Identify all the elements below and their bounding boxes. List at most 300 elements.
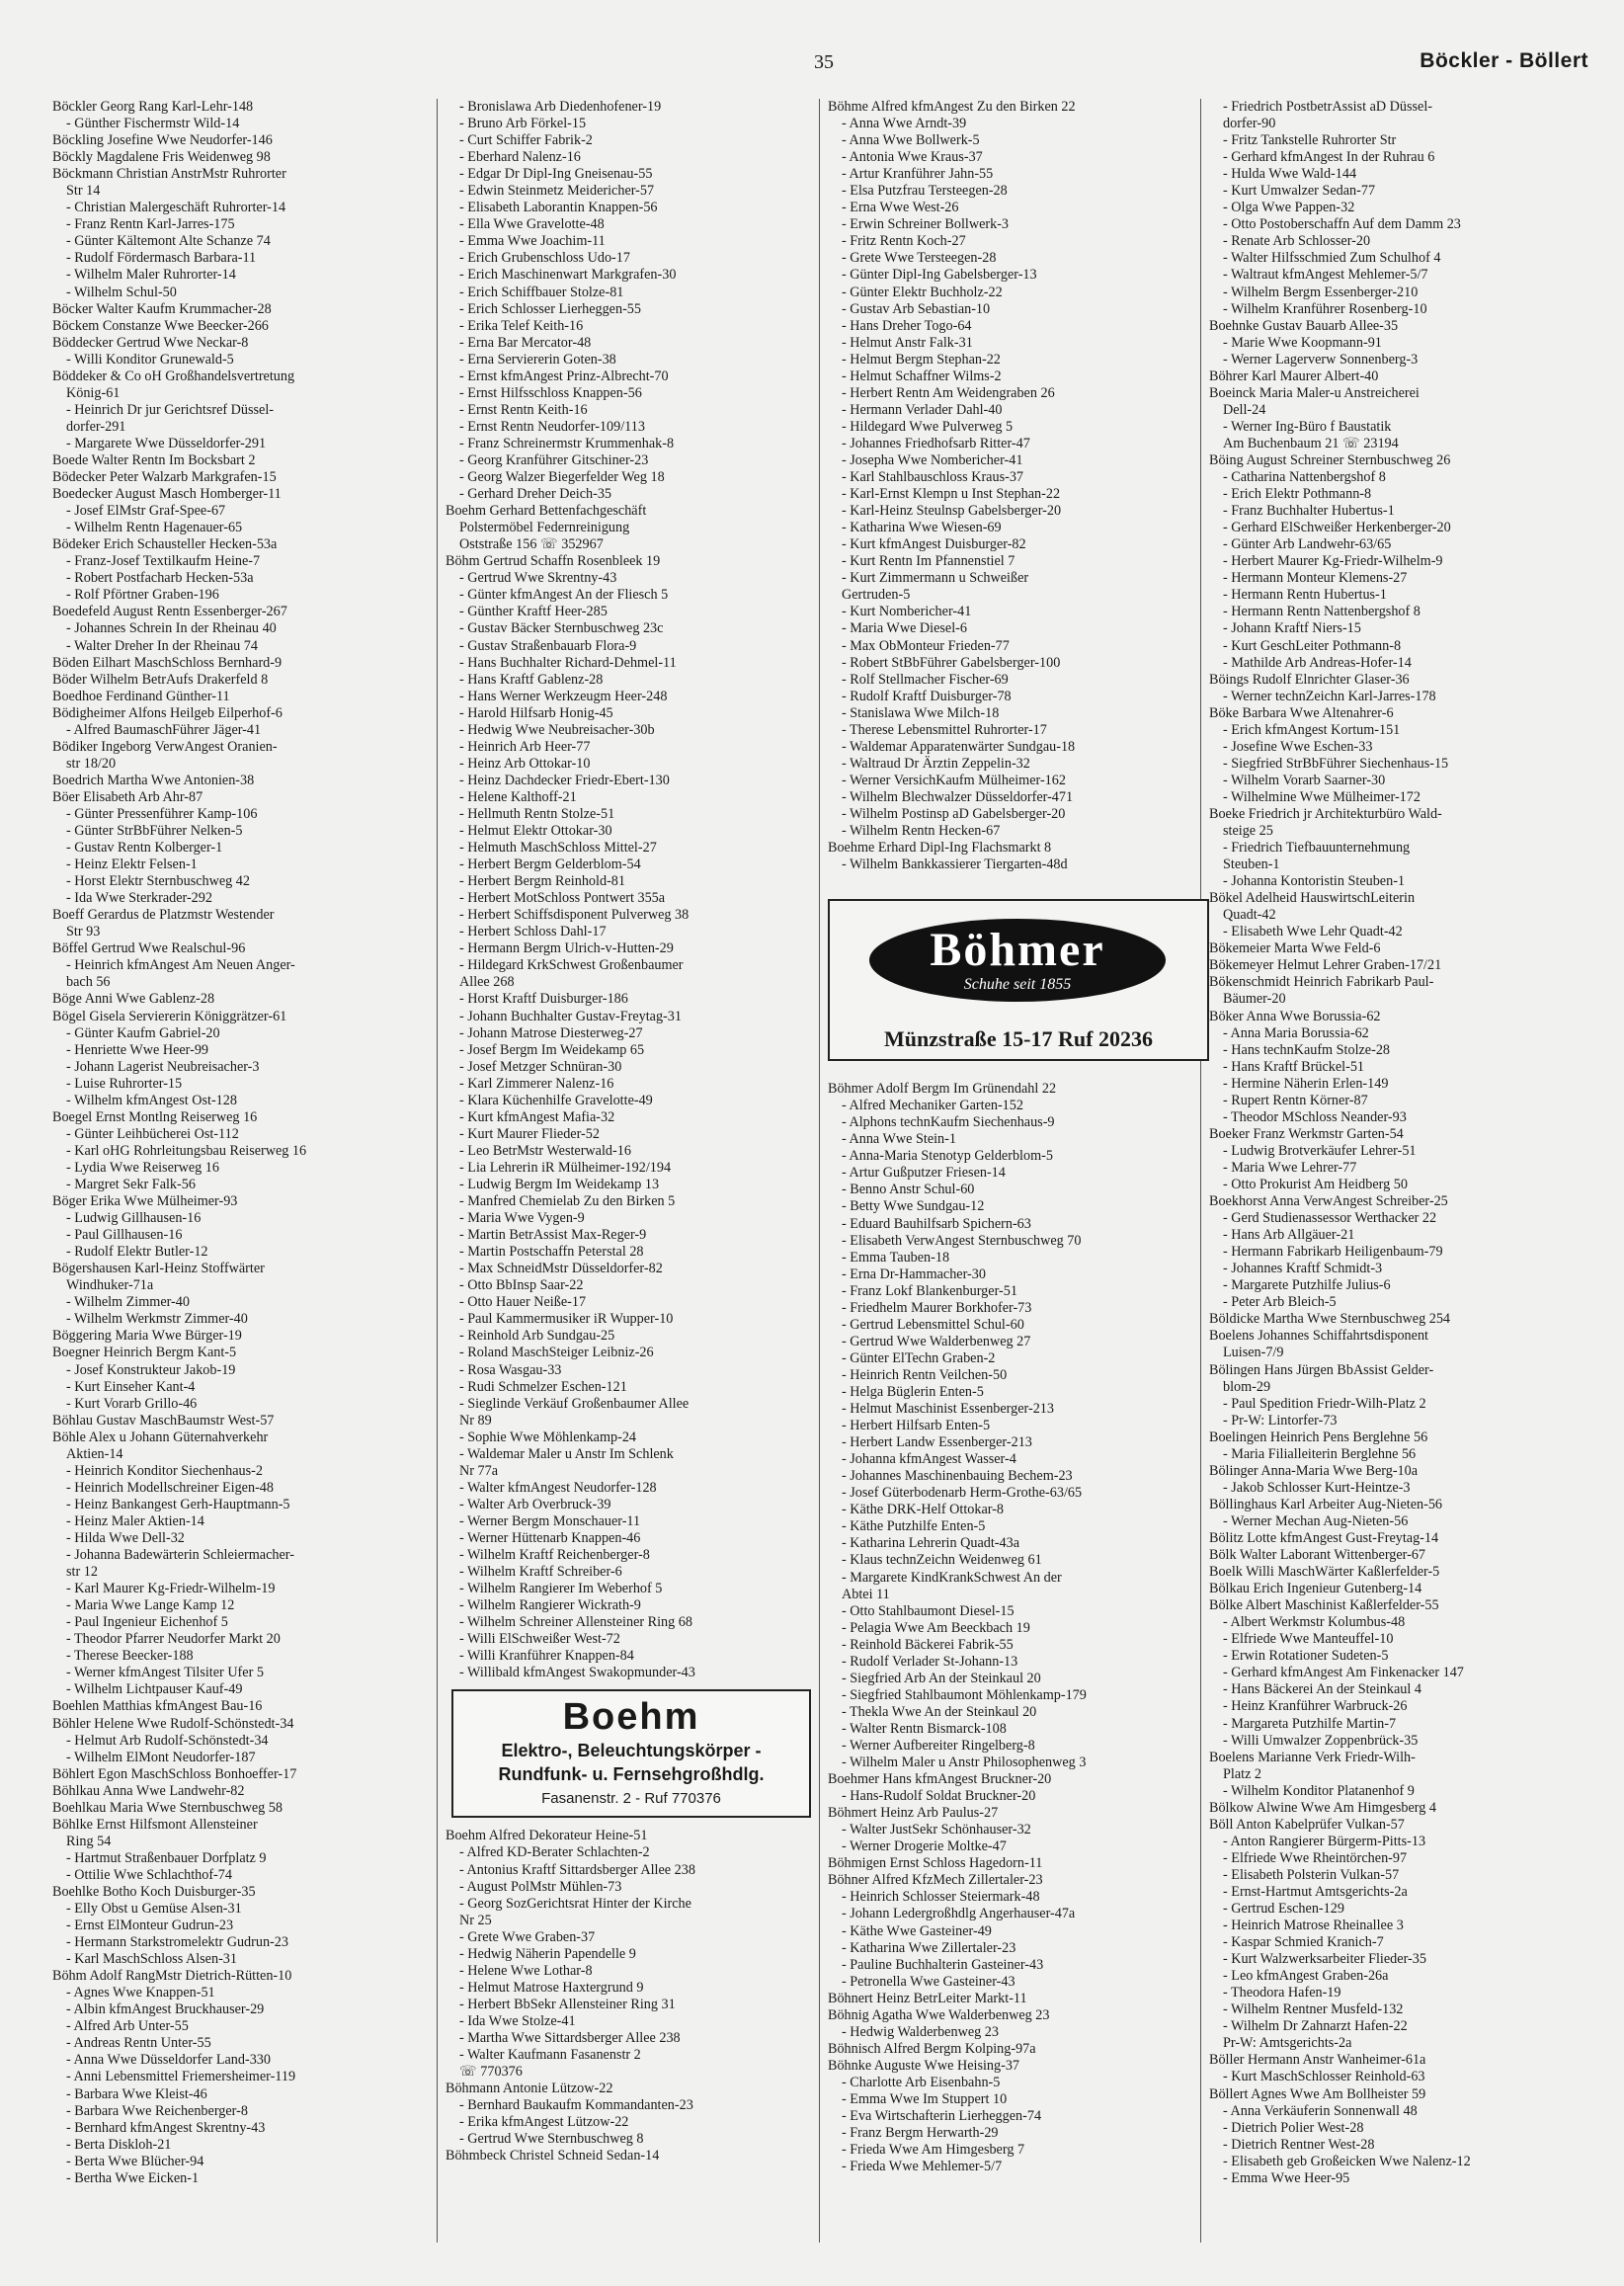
directory-entry: - Alfred Mechaniker Garten-152 xyxy=(842,1098,1023,1114)
directory-entry: - Artur Kranführer Jahn-55 xyxy=(842,166,994,183)
directory-entry: - Walter JustSekr Schönhauser-32 xyxy=(842,1822,1031,1838)
directory-entry: - Waltraut kfmAngest Mehlemer-5/7 xyxy=(1223,267,1428,284)
directory-entry: - Hans Werner Werkzeugm Heer-248 xyxy=(459,688,668,704)
directory-entry: - Siegfried Stahlbaumont Möhlenkamp-179 xyxy=(842,1686,1087,1703)
directory-entry: - August PolMstr Mühlen-73 xyxy=(459,1878,622,1895)
directory-entry: - Heinz Maler Aktien-14 xyxy=(66,1512,204,1529)
directory-entry: - Bruno Arb Förkel-15 xyxy=(459,116,587,132)
directory-entry: - Elisabeth Polsterin Vulkan-57 xyxy=(1223,1866,1400,1883)
directory-entry: - Karl MaschSchloss Alsen-31 xyxy=(66,1951,237,1968)
directory-entry: - Helmut Anstr Falk-31 xyxy=(842,334,973,351)
directory-entry: steige 25 xyxy=(1223,823,1273,840)
directory-entry: - Alfred BaumaschFührer Jäger-41 xyxy=(66,721,262,738)
directory-entry: Nr 25 xyxy=(459,1912,492,1928)
directory-entry: - Otto Hauer Neiße-17 xyxy=(459,1294,587,1311)
directory-entry: - Willi Konditor Grunewald-5 xyxy=(66,351,234,367)
directory-entry: Böggering Maria Wwe Bürger-19 xyxy=(52,1328,242,1345)
directory-entry: - Emma Wwe Heer-95 xyxy=(1223,2169,1350,2186)
directory-entry: - Johann Kraftf Niers-15 xyxy=(1223,620,1361,637)
directory-entry: - Johann Buchhalter Gustav-Freytag-31 xyxy=(459,1008,682,1024)
directory-entry: Boeinck Maria Maler-u Anstreicherei xyxy=(1209,384,1420,401)
directory-entry: - Albin kfmAngest Bruckhauser-29 xyxy=(66,2001,265,2018)
directory-entry: - Fritz Tankstelle Ruhrorter Str xyxy=(1223,132,1397,149)
directory-entry: Boedecker August Masch Homberger-11 xyxy=(52,486,282,503)
directory-entry: - Rolf Pförtner Graben-196 xyxy=(66,587,219,604)
directory-entry: str 12 xyxy=(66,1564,98,1581)
directory-entry: - Wilhelm Maler Ruhrorter-14 xyxy=(66,267,236,284)
directory-entry: - Helmut Arb Rudolf-Schönstedt-34 xyxy=(66,1732,269,1749)
directory-entry: - Heinrich Rentn Veilchen-50 xyxy=(842,1366,1008,1383)
bohmer-advertisement xyxy=(828,899,1209,1061)
directory-entry: - Erna Dr-Hammacher-30 xyxy=(842,1265,986,1282)
directory-entry: - Otto Postoberschaffn Auf dem Damm 23 xyxy=(1223,216,1461,233)
directory-entry: - Walter Rentn Bismarck-108 xyxy=(842,1720,1007,1737)
directory-entry: - Martha Wwe Sittardsberger Allee 238 xyxy=(459,2029,681,2046)
directory-entry: Luisen-7/9 xyxy=(1223,1345,1284,1361)
directory-entry: - Paul Gillhausen-16 xyxy=(66,1227,183,1244)
directory-entry: - Olga Wwe Pappen-32 xyxy=(1223,200,1355,216)
directory-entry: - Dietrich Rentner West-28 xyxy=(1223,2136,1375,2153)
directory-entry: - Thekla Wwe An der Steinkaul 20 xyxy=(842,1703,1037,1720)
directory-entry: - Renate Arb Schlosser-20 xyxy=(1223,233,1371,250)
directory-entry: - Franz Schreinermstr Krummenhak-8 xyxy=(459,435,675,451)
directory-entry: Boede Walter Rentn Im Bocksbart 2 xyxy=(52,451,256,468)
directory-entry: - Hedwig Walderbenweg 23 xyxy=(842,2023,999,2040)
directory-entry: - Andreas Rentn Unter-55 xyxy=(66,2035,211,2052)
directory-entry: - Werner Mechan Aug-Nieten-56 xyxy=(1223,1512,1409,1529)
directory-entry: - Frieda Wwe Mehlemer-5/7 xyxy=(842,2159,1003,2175)
directory-entry: - Rupert Rentn Körner-87 xyxy=(1223,1092,1368,1108)
directory-entry: - Maria Wwe Diesel-6 xyxy=(842,620,967,637)
directory-entry: König-61 xyxy=(66,384,121,401)
directory-entry: Ring 54 xyxy=(66,1833,112,1849)
directory-entry: - Rudi Schmelzer Eschen-121 xyxy=(459,1378,627,1395)
directory-entry: - Günter Pressenführer Kamp-106 xyxy=(66,805,258,822)
directory-entry: - Käthe DRK-Helf Ottokar-8 xyxy=(842,1502,1005,1518)
directory-entry: - Rudolf Elektr Butler-12 xyxy=(66,1244,208,1261)
directory-entry: - Roland MaschSteiger Leibniz-26 xyxy=(459,1345,654,1361)
directory-entry: Platz 2 xyxy=(1223,1765,1262,1782)
directory-entry: - Max SchneidMstr Düsseldorfer-82 xyxy=(459,1261,663,1277)
directory-entry: - Hans Kraftf Brückel-51 xyxy=(1223,1058,1365,1075)
directory-entry: - Georg SozGerichtsrat Hinter der Kirche xyxy=(459,1895,691,1912)
directory-entry: - Jakob Schlosser Kurt-Heintze-3 xyxy=(1223,1479,1411,1496)
directory-entry: - Günter kfmAngest An der Fliesch 5 xyxy=(459,587,669,604)
directory-entry: - Willi ElSchweißer West-72 xyxy=(459,1631,620,1648)
directory-entry: - Paul Kammermusiker iR Wupper-10 xyxy=(459,1311,674,1328)
directory-entry: - Heinz Kranführer Warbruck-26 xyxy=(1223,1698,1408,1715)
directory-entry: - Herbert Maurer Kg-Friedr-Wilhelm-9 xyxy=(1223,553,1443,570)
directory-entry: Bökel Adelheid HauswirtschLeiterin xyxy=(1209,890,1416,907)
directory-entry: - Walter Kaufmann Fasanenstr 2 xyxy=(459,2047,641,2064)
directory-entry: - Hedwig Näherin Papendelle 9 xyxy=(459,1945,636,1962)
directory-entry: - Edwin Steinmetz Meidericher-57 xyxy=(459,183,655,200)
directory-entry: - Hans Bäckerei An der Steinkaul 4 xyxy=(1223,1681,1421,1698)
directory-entry: - Barbara Wwe Kleist-46 xyxy=(66,2085,207,2102)
directory-entry: - Katharina Lehrerin Quadt-43a xyxy=(842,1535,1020,1552)
directory-entry: - Georg Kranführer Gitschiner-23 xyxy=(459,451,649,468)
directory-entry: - Klara Küchenhilfe Gravelotte-49 xyxy=(459,1092,653,1108)
directory-entry: Böhnig Agatha Wwe Walderbenweg 23 xyxy=(828,2006,1050,2023)
directory-entry: - Werner Ing-Büro f Baustatik xyxy=(1223,418,1392,435)
directory-entry: Boedrich Martha Wwe Antonien-38 xyxy=(52,772,255,788)
directory-entry: - Curt Schiffer Fabrik-2 xyxy=(459,132,593,149)
directory-entry: - Artur Gußputzer Friesen-14 xyxy=(842,1165,1006,1182)
directory-entry: Boeker Franz Werkmstr Garten-54 xyxy=(1209,1125,1404,1142)
directory-entry: - Gustav Straßenbauarb Flora-9 xyxy=(459,637,637,654)
directory-entry: - Kurt GeschLeiter Pothmann-8 xyxy=(1223,637,1402,654)
directory-entry: - Günter ElTechn Graben-2 xyxy=(842,1349,996,1366)
directory-entry: - Johannes Schrein In der Rheinau 40 xyxy=(66,620,277,637)
directory-entry: - Wilhelm Vorarb Saarner-30 xyxy=(1223,772,1386,788)
directory-entry: - Wilhelm Rangierer Im Weberhof 5 xyxy=(459,1581,663,1597)
directory-entry: - Käthe Putzhilfe Enten-5 xyxy=(842,1518,986,1535)
directory-entry: - Gustav Bäcker Sternbuschweg 23c xyxy=(459,620,664,637)
directory-entry: - Friedrich PostbetrAssist aD Düssel- xyxy=(1223,99,1433,115)
directory-entry: - Herbert BbSekr Allensteiner Ring 31 xyxy=(459,1996,676,2012)
directory-entry: Bökemeyer Helmut Lehrer Graben-17/21 xyxy=(1209,957,1442,974)
directory-entry: Böllinghaus Karl Arbeiter Aug-Nieten-56 xyxy=(1209,1496,1443,1512)
directory-entry: - Bertha Wwe Eicken-1 xyxy=(66,2169,200,2186)
directory-entry: - Heinrich Matrose Rheinallee 3 xyxy=(1223,1918,1404,1934)
directory-entry: - Eduard Bauhilfsarb Spichern-63 xyxy=(842,1215,1031,1232)
directory-entry: - Heinrich Schlosser Steiermark-48 xyxy=(842,1889,1040,1906)
directory-column-3 xyxy=(828,99,1203,2175)
directory-entry: Windhuker-71a xyxy=(66,1277,154,1294)
directory-entry: - Karl oHG Rohrleitungsbau Reiserweg 16 xyxy=(66,1142,307,1159)
directory-entry: - Helmut Schaffner Wilms-2 xyxy=(842,367,1002,384)
directory-entry: - Heinz Elektr Felsen-1 xyxy=(66,857,198,873)
directory-entry: Gertruden-5 xyxy=(842,587,911,604)
directory-entry: - Albert Werkmstr Kolumbus-48 xyxy=(1223,1614,1406,1631)
directory-entry: - Ernst Hilfsschloss Knappen-56 xyxy=(459,384,642,401)
directory-entry: - Hans Buchhalter Richard-Dehmel-11 xyxy=(459,654,677,671)
directory-entry: - Rudolf Verlader St-Johann-13 xyxy=(842,1653,1018,1670)
directory-entry: Böll Anton Kabelprüfer Vulkan-57 xyxy=(1209,1816,1405,1833)
directory-entry: - Günter Elektr Buchholz-22 xyxy=(842,284,1003,300)
directory-entry: - Franz Buchhalter Hubertus-1 xyxy=(1223,503,1395,520)
directory-entry: - Hans Kraftf Gablenz-28 xyxy=(459,671,604,688)
directory-entry: - Eberhard Nalenz-16 xyxy=(459,149,581,166)
directory-entry: - Hans Arb Allgäuer-21 xyxy=(1223,1227,1355,1244)
column-rule xyxy=(437,99,438,2243)
directory-entry: - Josef ElMstr Graf-Spee-67 xyxy=(66,503,226,520)
directory-entry: - Henriette Wwe Heer-99 xyxy=(66,1041,209,1058)
directory-entry: - Otto BbInsp Saar-22 xyxy=(459,1277,584,1294)
directory-entry: - Horst Kraftf Duisburger-186 xyxy=(459,991,628,1008)
directory-entry: - Hermann Rentn Nattenbergshof 8 xyxy=(1223,604,1421,620)
boehm-ad-name: Boehm xyxy=(562,1696,700,1739)
directory-entry: - Johanna kfmAngest Wasser-4 xyxy=(842,1451,1016,1468)
directory-entry: - Alfred Arb Unter-55 xyxy=(66,2018,189,2035)
directory-entry: - Erich Schlosser Lierheggen-55 xyxy=(459,300,641,317)
directory-entry: Dell-24 xyxy=(1223,401,1266,418)
directory-entry: Böhner Alfred KfzMech Zillertaler-23 xyxy=(828,1872,1043,1889)
directory-entry: - Günter Dipl-Ing Gabelsberger-13 xyxy=(842,267,1037,284)
directory-entry: Böckly Magdalene Fris Weidenweg 98 xyxy=(52,149,271,166)
directory-entry: - Kurt Einseher Kant-4 xyxy=(66,1378,196,1395)
directory-entry: Bölitz Lotte kfmAngest Gust-Freytag-14 xyxy=(1209,1529,1439,1546)
directory-entry: Böckmann Christian AnstrMstr Ruhrorter xyxy=(52,166,286,183)
directory-entry: - Karl-Heinz Steulnsp Gabelsberger-20 xyxy=(842,503,1062,520)
directory-entry: - Walter Dreher In der Rheinau 74 xyxy=(66,637,258,654)
directory-entry: - Wilhelm Schul-50 xyxy=(66,284,177,300)
directory-entry: - Gertrud Wwe Walderbenweg 27 xyxy=(842,1333,1031,1349)
directory-entry: Boehm Alfred Dekorateur Heine-51 xyxy=(446,1828,648,1844)
bohmer-ad-address: Münzstraße 15-17 Ruf 20236 xyxy=(884,1026,1153,1052)
directory-entry: - Hans technKaufm Stolze-28 xyxy=(1223,1041,1391,1058)
directory-entry: - Therese Beecker-188 xyxy=(66,1648,194,1665)
directory-entry: - Johannes Maschinenbauing Bechem-23 xyxy=(842,1468,1073,1485)
directory-entry: - Waldemar Apparatenwärter Sundgau-18 xyxy=(842,738,1076,755)
directory-entry: - Martin Postschaffn Peterstal 28 xyxy=(459,1244,644,1261)
directory-entry: - Edgar Dr Dipl-Ing Gneisenau-55 xyxy=(459,166,653,183)
directory-entry: dorfer-90 xyxy=(1223,116,1276,132)
directory-entry: - Reinhold Bäckerei Fabrik-55 xyxy=(842,1636,1014,1653)
directory-entry: - Hartmut Straßenbauer Dorfplatz 9 xyxy=(66,1849,267,1866)
directory-entry: - Erika Telef Keith-16 xyxy=(459,317,584,334)
directory-entry: - Werner Bergm Monschauer-11 xyxy=(459,1512,641,1529)
directory-entry: - Hermann Monteur Klemens-27 xyxy=(1223,570,1408,587)
directory-entry: Oststraße 156 ☏ 352967 xyxy=(459,536,604,553)
directory-entry: - Günther Kraftf Heer-285 xyxy=(459,604,608,620)
directory-entry: Böing August Schreiner Sternbuschweg 26 xyxy=(1209,451,1451,468)
directory-entry: - Pr-W: Lintorfer-73 xyxy=(1223,1412,1338,1429)
directory-entry: Boeke Friedrich jr Architekturbüro Wald- xyxy=(1209,805,1442,822)
directory-entry: - Wilhelm Kranführer Rosenberg-10 xyxy=(1223,300,1427,317)
directory-entry: Böke Barbara Wwe Altenahrer-6 xyxy=(1209,704,1394,721)
directory-entry: bach 56 xyxy=(66,974,111,991)
page-header xyxy=(0,0,1624,79)
directory-entry: Nr 77a xyxy=(459,1462,499,1479)
directory-entry: - Anna Wwe Bollwerk-5 xyxy=(842,132,980,149)
bohmer-ad-tagline: Schuhe seit 1855 xyxy=(963,976,1072,994)
directory-entry: Bödigheimer Alfons Heilgeb Eilperhof-6 xyxy=(52,704,283,721)
directory-entry: - Hermann Verlader Dahl-40 xyxy=(842,401,1003,418)
directory-entry: - Otto Stahlbaumont Diesel-15 xyxy=(842,1602,1015,1619)
directory-entry: Boedefeld August Rentn Essenberger-267 xyxy=(52,604,287,620)
directory-entry: Boelk Willi MaschWärter Kaßlerfelder-5 xyxy=(1209,1564,1440,1581)
directory-entry: Nr 89 xyxy=(459,1412,492,1429)
directory-entry: - Werner kfmAngest Tilsiter Ufer 5 xyxy=(66,1665,264,1681)
directory-entry: Böhmigen Ernst Schloss Hagedorn-11 xyxy=(828,1855,1043,1872)
directory-entry: - Katharina Wwe Zillertaler-23 xyxy=(842,1939,1016,1956)
directory-entry: Böhlkau Anna Wwe Landwehr-82 xyxy=(52,1782,245,1799)
directory-entry: - Elfriede Wwe Manteuffel-10 xyxy=(1223,1631,1394,1648)
directory-entry: - Wilhelm Bergm Essenberger-210 xyxy=(1223,284,1419,300)
directory-entry: Bödecker Peter Walzarb Markgrafen-15 xyxy=(52,469,277,486)
directory-entry: - Hilda Wwe Dell-32 xyxy=(66,1529,185,1546)
directory-entry: Boelens Johannes Schiffahrtsdisponent xyxy=(1209,1328,1428,1345)
directory-entry: Böhme Alfred kfmAngest Zu den Birken 22 xyxy=(828,99,1076,115)
directory-entry: - Ludwig Bergm Im Weidekamp 13 xyxy=(459,1177,660,1192)
directory-entry: - Kurt MaschSchlosser Reinhold-63 xyxy=(1223,2069,1425,2085)
directory-entry: - Margareta Putzhilfe Martin-7 xyxy=(1223,1715,1397,1732)
directory-entry: - Pelagia Wwe Am Beeckbach 19 xyxy=(842,1619,1030,1636)
directory-entry: - Theodor MSchloss Neander-93 xyxy=(1223,1108,1407,1125)
directory-entry: - Gertrud Eschen-129 xyxy=(1223,1901,1344,1918)
directory-entry: - Wilhelm Maler u Anstr Philosophenweg 3 xyxy=(842,1755,1087,1771)
directory-entry: Böhmbeck Christel Schneid Sedan-14 xyxy=(446,2148,660,2164)
directory-entry: - Erich Schiffbauer Stolze-81 xyxy=(459,284,624,300)
directory-entry: - Emma Wwe Joachim-11 xyxy=(459,233,606,250)
directory-entry: Allee 268 xyxy=(459,974,515,991)
directory-entry: Boehmer Hans kfmAngest Bruckner-20 xyxy=(828,1771,1052,1788)
directory-entry: Boehme Erhard Dipl-Ing Flachsmarkt 8 xyxy=(828,840,1052,857)
directory-entry: - Johanna Badewärterin Schleiermacher- xyxy=(66,1547,294,1564)
directory-entry: - Erika kfmAngest Lützow-22 xyxy=(459,2114,629,2131)
directory-entry: - Ella Wwe Gravelotte-48 xyxy=(459,216,605,233)
directory-entry: - Robert StBbFührer Gabelsberger-100 xyxy=(842,654,1061,671)
directory-entry: Böker Anna Wwe Borussia-62 xyxy=(1209,1008,1381,1024)
directory-entry: - Hildegard KrkSchwest Großenbaumer xyxy=(459,957,684,974)
directory-entry: Boegel Ernst Montlng Reiserweg 16 xyxy=(52,1108,258,1125)
directory-entry: Boekhorst Anna VerwAngest Schreiber-25 xyxy=(1209,1193,1448,1210)
directory-entry: - Elfriede Wwe Rheintörchen-97 xyxy=(1223,1849,1408,1866)
directory-entry: - Karl Stahlbauschloss Kraus-37 xyxy=(842,469,1024,486)
directory-entry: Böge Anni Wwe Gablenz-28 xyxy=(52,991,215,1008)
directory-entry: - Leo kfmAngest Graben-26a xyxy=(1223,1968,1389,1985)
directory-entry: - Luise Ruhrorter-15 xyxy=(66,1075,183,1092)
directory-entry: - Hermann Rentn Hubertus-1 xyxy=(1223,587,1387,604)
directory-entry: - Theodor Pfarrer Neudorfer Markt 20 xyxy=(66,1631,281,1648)
boehm-ad-address: Fasanenstr. 2 - Ruf 770376 xyxy=(541,1790,721,1808)
directory-entry: Bäumer-20 xyxy=(1223,991,1286,1008)
directory-entry: - Rolf Stellmacher Fischer-69 xyxy=(842,671,1009,688)
directory-entry: - Kurt Maurer Flieder-52 xyxy=(459,1125,600,1142)
directory-entry: - Anna Wwe Stein-1 xyxy=(842,1131,956,1148)
directory-entry: Böer Elisabeth Arb Ahr-87 xyxy=(52,788,203,805)
directory-entry: - Stanislawa Wwe Milch-18 xyxy=(842,704,1000,721)
directory-entry: - Elly Obst u Gemüse Alsen-31 xyxy=(66,1901,242,1918)
directory-entry: - Kaspar Schmied Kranich-7 xyxy=(1223,1934,1384,1951)
directory-entry: - Agnes Wwe Knappen-51 xyxy=(66,1985,215,2001)
directory-entry: - Johannes Kraftf Schmidt-3 xyxy=(1223,1261,1383,1277)
directory-entry: Str 93 xyxy=(66,924,101,940)
directory-entry: dorfer-291 xyxy=(66,418,126,435)
directory-entry: - Willibald kfmAngest Swakopmunder-43 xyxy=(459,1665,695,1681)
directory-entry: - Anni Lebensmittel Friemersheimer-119 xyxy=(66,2069,296,2085)
directory-entry: - Helmuth MaschSchloss Mittel-27 xyxy=(459,840,657,857)
directory-entry: Boedhoe Ferdinand Günther-11 xyxy=(52,688,230,704)
directory-entry: - Helmut Maschinist Essenberger-213 xyxy=(842,1401,1054,1418)
directory-entry: - Josef Güterbodenarb Herm-Grothe-63/65 xyxy=(842,1485,1083,1502)
directory-entry: - Günther Fischermstr Wild-14 xyxy=(66,116,240,132)
directory-entry: - Siegfried Arb An der Steinkaul 20 xyxy=(842,1670,1041,1686)
directory-entry: - Karl Maurer Kg-Friedr-Wilhelm-19 xyxy=(66,1581,276,1597)
directory-entry: Böller Hermann Anstr Wanheimer-61a xyxy=(1209,2052,1426,2069)
directory-entry: - Heinrich Modellschreiner Eigen-48 xyxy=(66,1479,274,1496)
directory-entry: - Wilhelm Rangierer Wickrath-9 xyxy=(459,1597,641,1614)
directory-entry: - Karl-Ernst Klempn u Inst Stephan-22 xyxy=(842,486,1061,503)
directory-entry: - Herbert Schloss Dahl-17 xyxy=(459,924,607,940)
directory-entry: - Erna Serviererin Goten-38 xyxy=(459,351,616,367)
directory-entry: - Erich kfmAngest Kortum-151 xyxy=(1223,721,1401,738)
directory-entry: - Elsa Putzfrau Tersteegen-28 xyxy=(842,183,1008,200)
directory-entry: - Margarete Wwe Düsseldorfer-291 xyxy=(66,435,267,451)
directory-entry: - Hans Dreher Togo-64 xyxy=(842,317,972,334)
directory-entry: Am Buchenbaum 21 ☏ 23194 xyxy=(1223,435,1399,451)
directory-entry: Böhrer Karl Maurer Albert-40 xyxy=(1209,367,1379,384)
directory-entry: Str 14 xyxy=(66,183,101,200)
directory-entry: Aktien-14 xyxy=(66,1445,123,1462)
directory-entry: Bölk Walter Laborant Wittenberger-67 xyxy=(1209,1547,1426,1564)
directory-entry: - Waltraud Dr Ärztin Zeppelin-32 xyxy=(842,755,1030,772)
directory-entry: Bögel Gisela Serviererin Königgrätzer-61 xyxy=(52,1008,287,1024)
directory-entry: - Heinrich Konditor Siechenhaus-2 xyxy=(66,1462,263,1479)
directory-entry: - Friedhelm Maurer Borkhofer-73 xyxy=(842,1299,1032,1316)
running-head: Böckler - Böllert xyxy=(1420,49,1588,72)
directory-entry: Polstermöbel Federnreinigung xyxy=(459,520,630,536)
directory-entry: - Betty Wwe Sundgau-12 xyxy=(842,1198,985,1215)
directory-entry: - Heinz Dachdecker Friedr-Ebert-130 xyxy=(459,772,670,788)
directory-entry: Böden Eilhart MaschSchloss Bernhard-9 xyxy=(52,654,283,671)
directory-entry: - Wilhelm Werkmstr Zimmer-40 xyxy=(66,1311,248,1328)
directory-entry: Bölkau Erich Ingenieur Gutenberg-14 xyxy=(1209,1581,1422,1597)
directory-entry: - Heinrich kfmAngest Am Neuen Anger- xyxy=(66,957,295,974)
directory-entry: - Lydia Wwe Reiserweg 16 xyxy=(66,1159,219,1176)
directory-entry: - Marie Wwe Koopmann-91 xyxy=(1223,334,1382,351)
directory-entry: - Herbert Schiffsdisponent Pulverweg 38 xyxy=(459,907,690,924)
directory-entry: - Helmut Bergm Stephan-22 xyxy=(842,351,1001,367)
directory-column-4 xyxy=(1209,99,1584,2187)
directory-entry: - Peter Arb Bleich-5 xyxy=(1223,1294,1337,1311)
directory-entry: - Kurt Walzwerksarbeiter Flieder-35 xyxy=(1223,1951,1426,1968)
directory-entry: - Margarete KindKrankSchwest An der xyxy=(842,1569,1062,1586)
directory-entry: - Katharina Wwe Wiesen-69 xyxy=(842,520,1002,536)
directory-entry: - Wilhelm Blechwalzer Düsseldorfer-471 xyxy=(842,788,1074,805)
directory-entry: - Reinhold Arb Sundgau-25 xyxy=(459,1328,615,1345)
directory-entry: - Anna Wwe Arndt-39 xyxy=(842,116,967,132)
directory-entry: - Horst Elektr Sternbuschweg 42 xyxy=(66,873,250,890)
directory-entry: Böder Wilhelm BetrAufs Drakerfeld 8 xyxy=(52,671,269,688)
directory-entry: - Johann Matrose Diesterweg-27 xyxy=(459,1024,643,1041)
directory-entry: - Helmut Matrose Haxtergrund 9 xyxy=(459,1979,644,1996)
directory-entry: - Margret Sekr Falk-56 xyxy=(66,1177,196,1192)
directory-entry: Böhmert Heinz Arb Paulus-27 xyxy=(828,1805,999,1822)
directory-entry: - Gerhard Dreher Deich-35 xyxy=(459,486,612,503)
directory-entry: - Robert Postfacharb Hecken-53a xyxy=(66,570,254,587)
directory-entry: - Maria Wwe Vygen-9 xyxy=(459,1210,585,1227)
directory-entry: Böhnke Auguste Wwe Heising-37 xyxy=(828,2057,1020,2074)
directory-entry: - Anton Rangierer Bürgerm-Pitts-13 xyxy=(1223,1833,1426,1849)
directory-column-1 xyxy=(52,99,428,2187)
directory-entry: - Kurt Umwalzer Sedan-77 xyxy=(1223,183,1376,200)
directory-entry: - Hermann Fabrikarb Heiligenbaum-79 xyxy=(1223,1244,1443,1261)
directory-entry: Bökenschmidt Heinrich Fabrikarb Paul- xyxy=(1209,974,1434,991)
directory-entry: - Lia Lehrerin iR Mülheimer-192/194 xyxy=(459,1159,672,1176)
directory-entry: - Herbert MotSchloss Pontwert 355a xyxy=(459,890,666,907)
directory-entry: - Heinrich Arb Heer-77 xyxy=(459,738,591,755)
directory-entry: - Gustav Rentn Kolberger-1 xyxy=(66,840,223,857)
directory-entry: Böhlke Ernst Hilfsmont Allensteiner xyxy=(52,1816,258,1833)
directory-entry: - Sieglinde Verkäuf Großenbaumer Allee xyxy=(459,1395,690,1412)
directory-entry: - Pauline Buchhalterin Gasteiner-43 xyxy=(842,1956,1044,1973)
directory-entry: Böhmer Adolf Bergm Im Grünendahl 22 xyxy=(828,1081,1057,1098)
directory-entry: Boelingen Heinrich Pens Berglehne 56 xyxy=(1209,1429,1428,1445)
directory-entry: - Hans-Rudolf Soldat Bruckner-20 xyxy=(842,1788,1036,1805)
directory-entry: - Josef Bergm Im Weidekamp 65 xyxy=(459,1041,645,1058)
directory-entry: - Heinz Arb Ottokar-10 xyxy=(459,755,591,772)
directory-entry: - Kurt Zimmermann u Schweißer xyxy=(842,570,1029,587)
directory-entry: Böddecker Gertrud Wwe Neckar-8 xyxy=(52,334,249,351)
directory-entry: str 18/20 xyxy=(66,755,117,772)
directory-entry: - Günter Leihbücherei Ost-112 xyxy=(66,1125,239,1142)
directory-entry: - Emma Wwe Im Stuppert 10 xyxy=(842,2090,1008,2107)
directory-entry: - Margarete Putzhilfe Julius-6 xyxy=(1223,1277,1391,1294)
directory-entry: - Herbert Landw Essenberger-213 xyxy=(842,1434,1032,1451)
directory-entry: - Ludwig Brotverkäufer Lehrer-51 xyxy=(1223,1142,1417,1159)
